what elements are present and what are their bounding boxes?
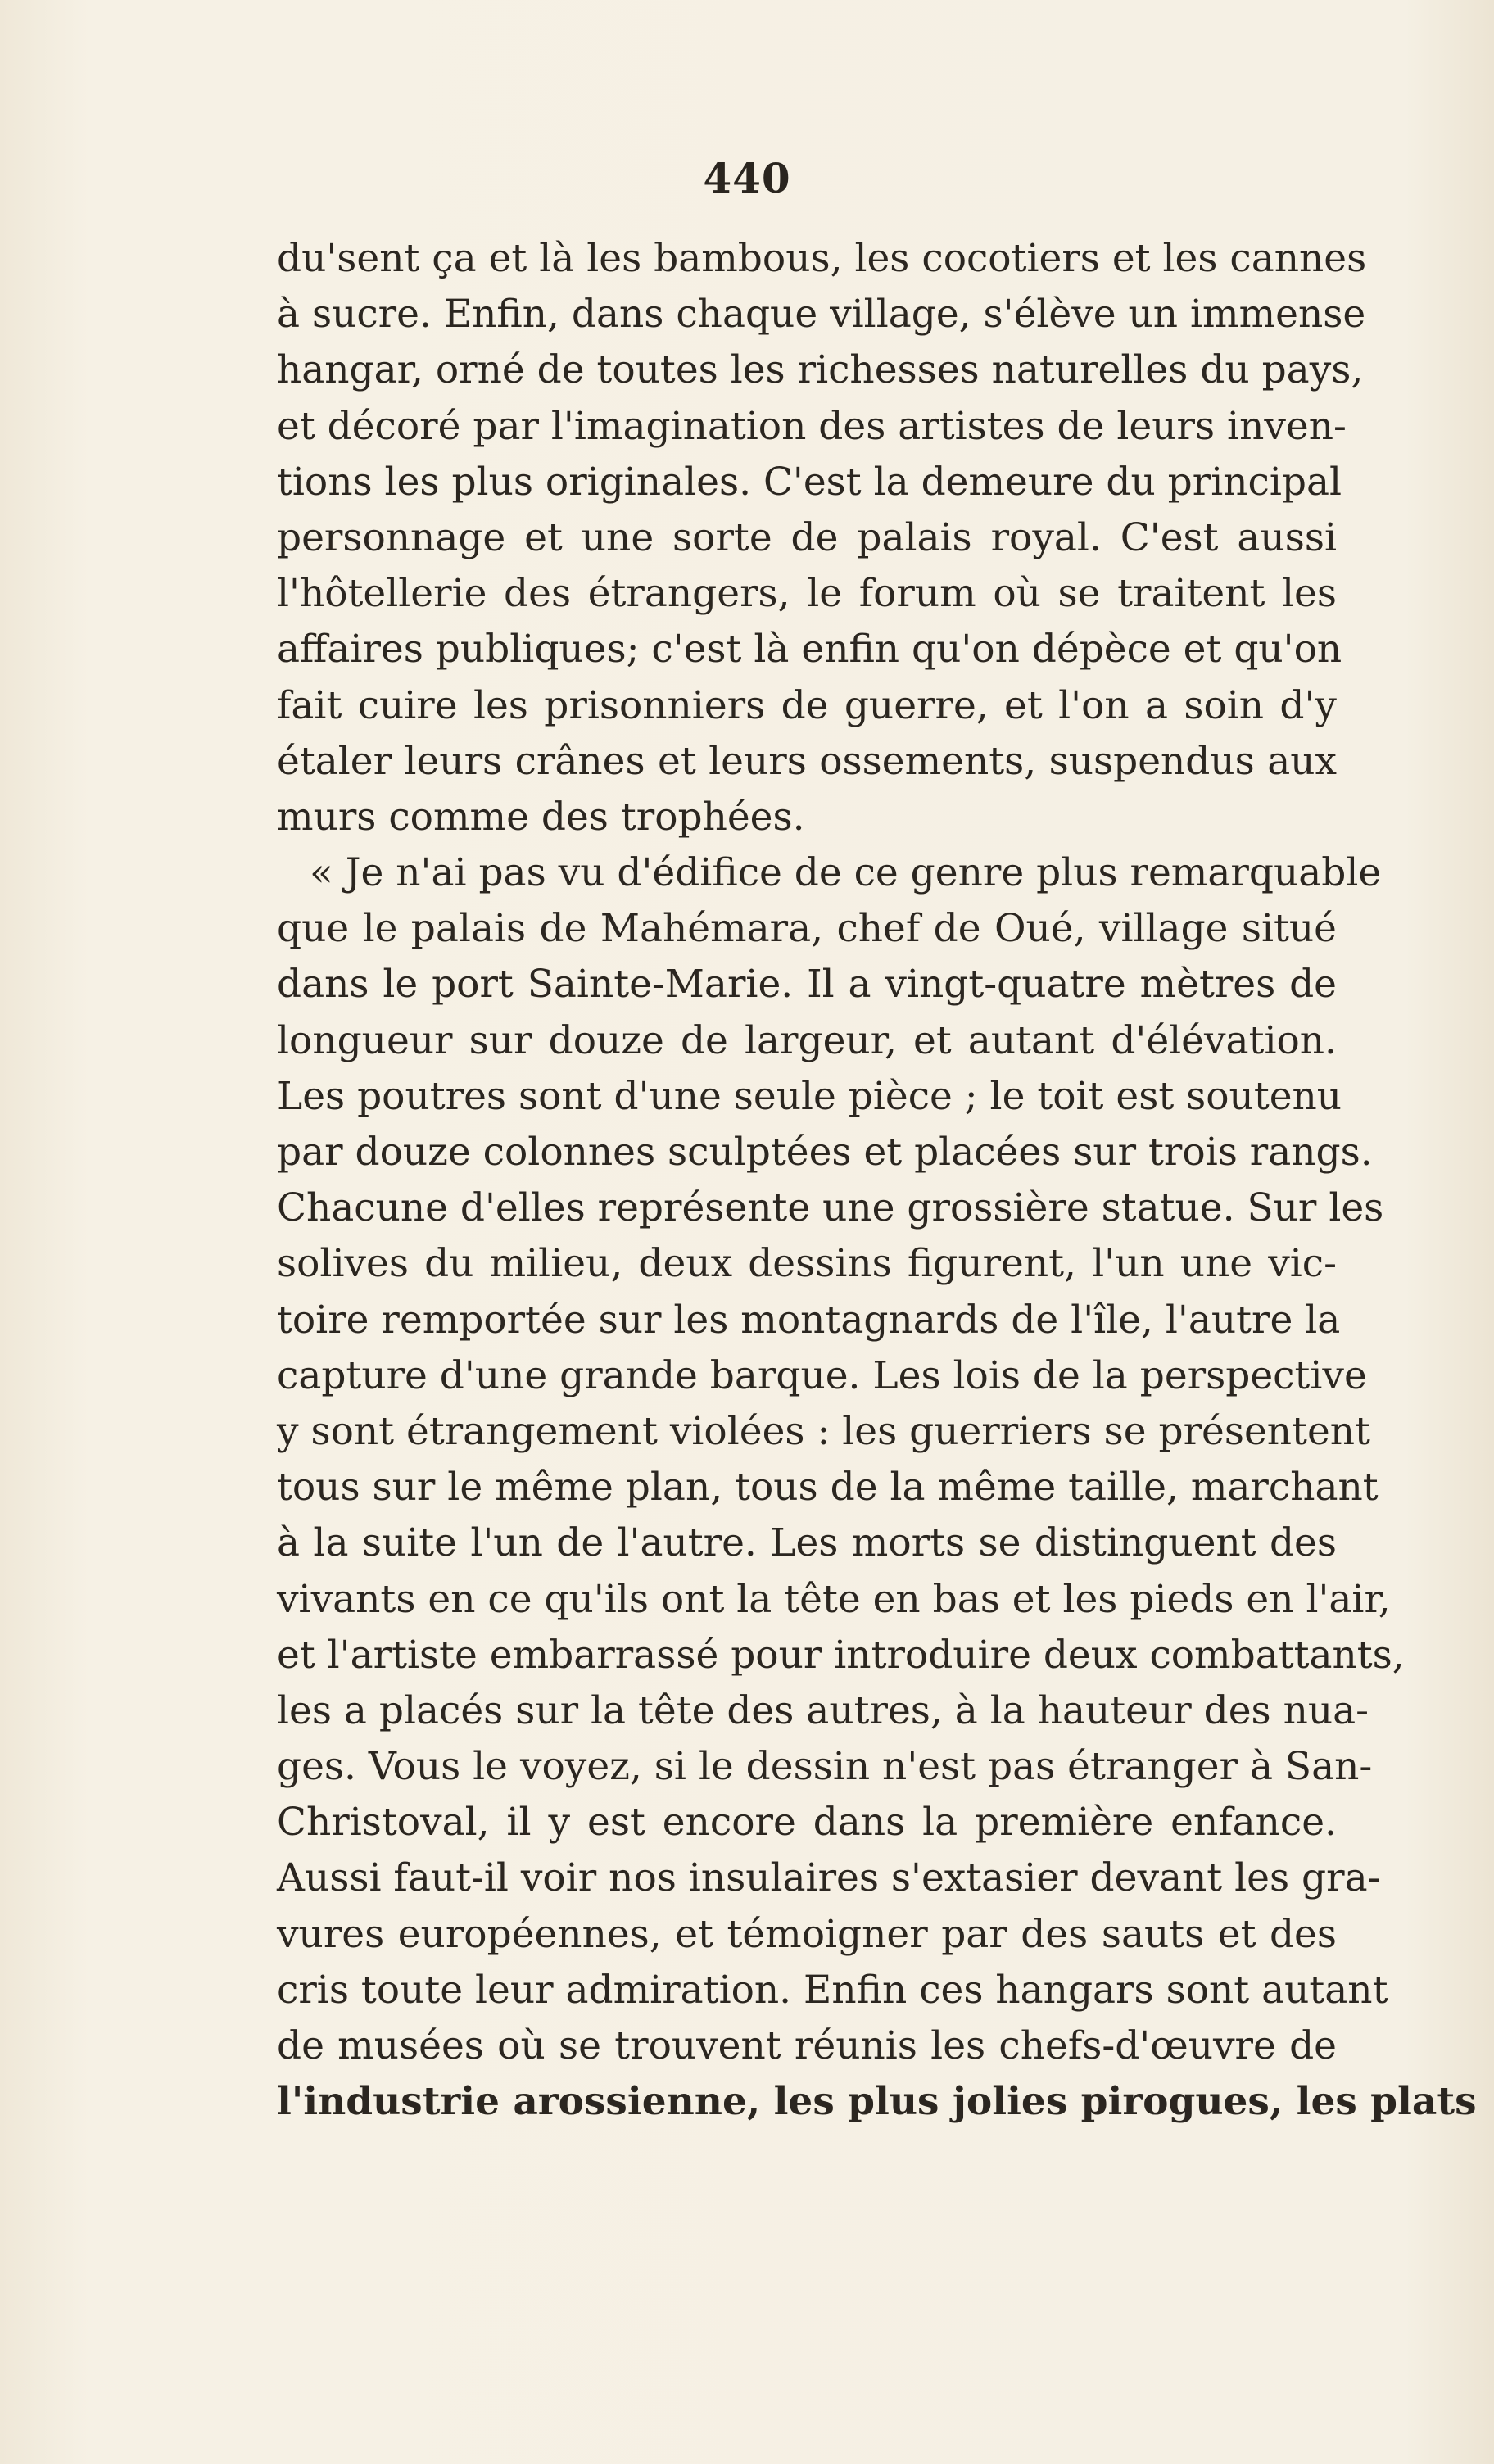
text-line: toire remportée sur les montagnards de l'île, l'autre la [277, 1297, 1341, 1343]
text-line: fait cuire les prisonniers de guerre, et l'on a soin d'y [277, 682, 1337, 728]
text-line: par douze colonnes sculptées et placées sur trois rangs. [277, 1130, 1373, 1175]
text-line: Aussi faut-il voir nos insulaires s'extasier devant les gra- [277, 1855, 1381, 1901]
page-number: 440 [703, 154, 791, 202]
text-line: « Je n'ai pas vu d'édifice de ce genre plus remarquable [310, 850, 1382, 896]
text-line: de musées où se trouvent réunis les chefs-d'œuvre de [277, 2023, 1337, 2068]
text-line: hangar, orné de toutes les richesses naturelles du pays, [277, 347, 1364, 393]
text-line: les a placés sur la tête des autres, à la hauteur des nua- [277, 1687, 1370, 1733]
text-line: Chacune d'elles représente une grossière statue. Sur les [277, 1185, 1384, 1231]
text-line: à sucre. Enfin, dans chaque village, s'élève un immense [277, 292, 1366, 337]
text-line: étaler leurs crânes et leurs ossements, suspendus aux [277, 738, 1337, 784]
text-line: cris toute leur admiration. Enfin ces hangars sont autant [277, 1967, 1388, 2013]
text-line: Les poutres sont d'une seule pièce ; le toit est soutenu [277, 1073, 1342, 1119]
text-line: personnage et une sorte de palais royal. C'est aussi [277, 514, 1337, 560]
text-line: affaires publiques; c'est là enfin qu'on dépèce et qu'on [277, 627, 1342, 673]
text-line: tous sur le même plan, tous de la même taille, marchant [277, 1465, 1379, 1511]
text-line: longueur sur douze de largeur, et autant d'élévation. [277, 1017, 1337, 1063]
text-line: vivants en ce qu'ils ont la tête en bas et les pieds en l'air, [277, 1576, 1391, 1622]
text-line: l'hôtellerie des étrangers, le forum où se traitent les [277, 571, 1337, 617]
text-line: et l'artiste embarrassé pour introduire deux combattants, [277, 1632, 1405, 1678]
text-line: dans le port Sainte-Marie. Il a vingt-quatre mètres de [277, 962, 1337, 1008]
body-text [277, 231, 1477, 2130]
text-line: à la suite l'un de l'autre. Les morts se distinguent des [277, 1520, 1337, 1566]
text-line: l'industrie arossienne, les plus jolies pirogues, les plats [277, 2079, 1477, 2125]
text-line: y sont étrangement violées : les guerriers se présentent [277, 1408, 1370, 1454]
text-line: murs comme des trophées. [277, 794, 805, 840]
text-line: Christoval, il y est encore dans la première enfance. [277, 1800, 1337, 1846]
text-line: solives du milieu, deux dessins figurent, l'un une vic- [277, 1241, 1337, 1287]
text-line: du'sent ça et là les bambous, les cocotiers et les cannes [277, 236, 1367, 281]
text-line: tions les plus originales. C'est la demeure du principal [277, 459, 1342, 505]
text-line: et décoré par l'imagination des artistes de leurs inven- [277, 403, 1347, 449]
text-line: vures européennes, et témoigner par des sauts et des [277, 1911, 1337, 1957]
text-line: ges. Vous le voyez, si le dessin n'est pas étranger à San- [277, 1744, 1373, 1790]
text-line: que le palais de Mahémara, chef de Oué, village situé [277, 906, 1337, 952]
text-line: capture d'une grande barque. Les lois de la perspective [277, 1352, 1367, 1398]
